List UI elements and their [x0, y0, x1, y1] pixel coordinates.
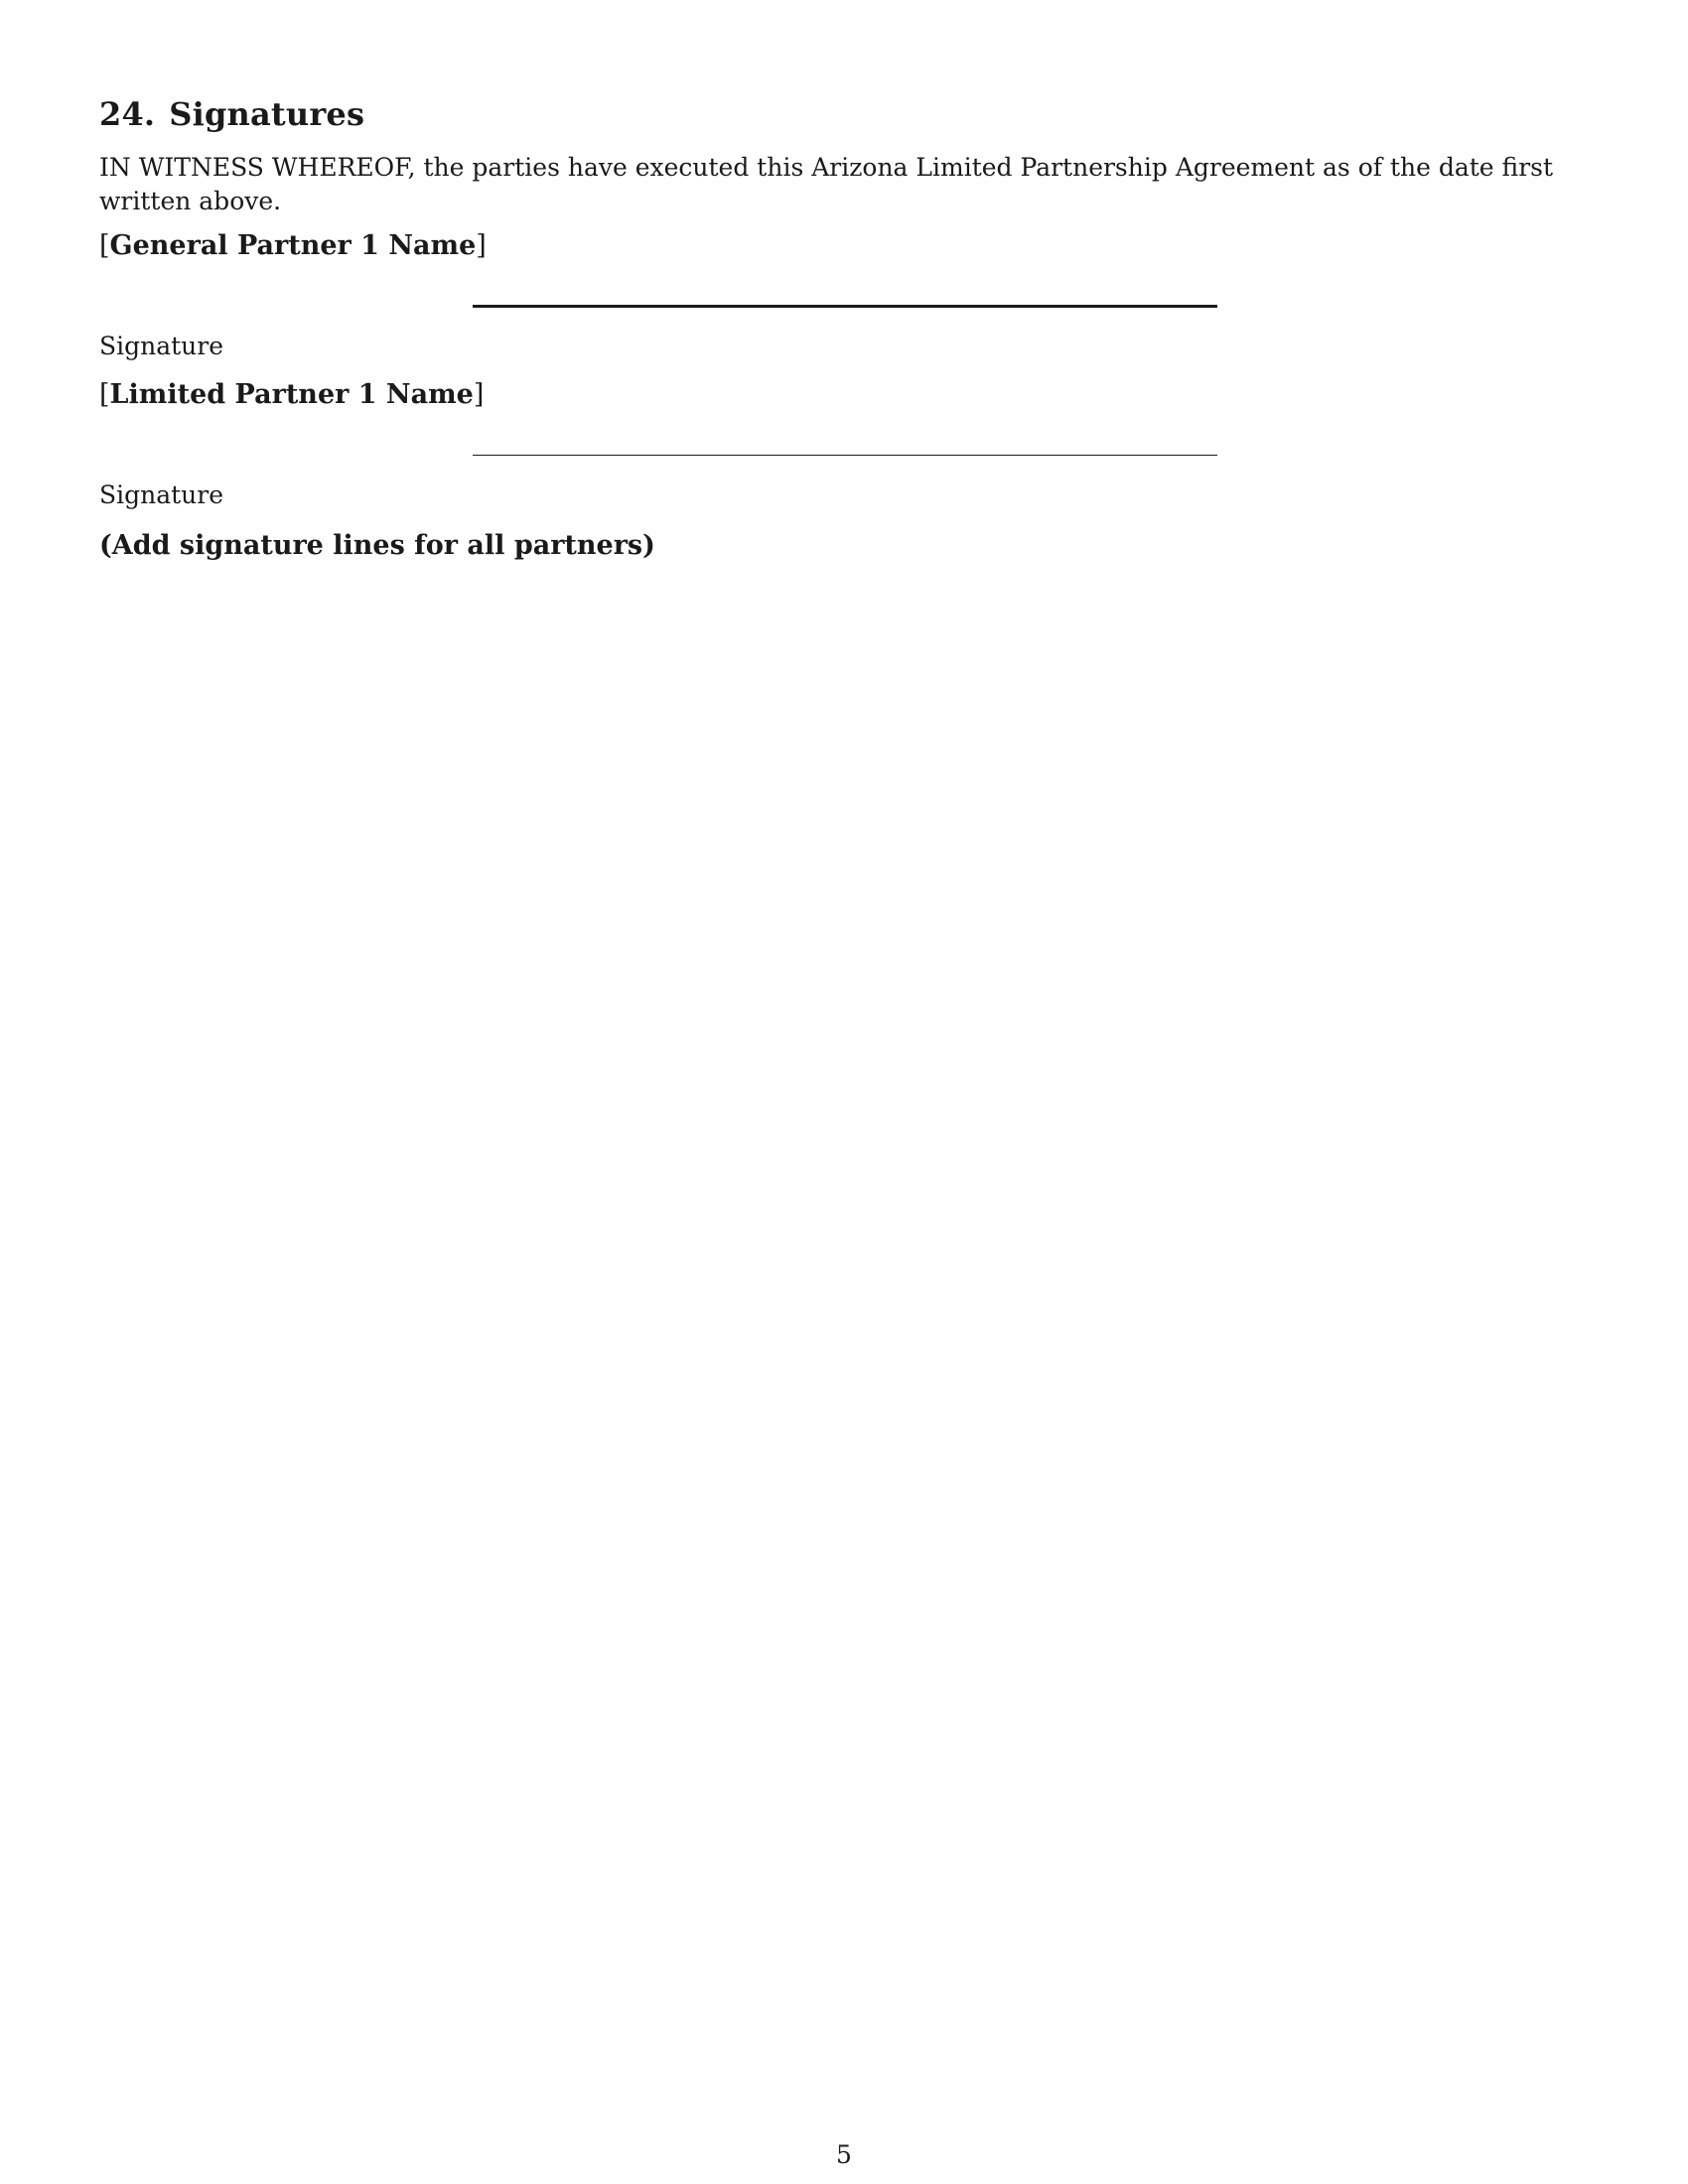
signature-note: (Add signature lines for all partners): [99, 530, 655, 561]
general-partner-name-text: General Partner 1 Name: [109, 230, 477, 261]
section-heading: [99, 95, 364, 133]
limited-partner-signature-line: [473, 455, 1217, 456]
section-title: Signatures: [169, 95, 365, 133]
limited-partner-name-text: Limited Partner 1 Name: [109, 379, 474, 410]
general-partner-signature-line: [473, 305, 1217, 308]
limited-partner-name: [Limited Partner 1 Name]: [99, 379, 485, 410]
general-partner-name: [General Partner 1 Name]: [99, 230, 487, 261]
intro-paragraph: IN WITNESS WHEREOF, the parties have executed this Arizona Limited Partnership Agreement as of the date first written above.: [99, 153, 1554, 215]
limited-partner-signature-label: Signature: [99, 480, 224, 509]
section-number: 24.: [99, 95, 156, 133]
general-partner-signature-label: Signature: [99, 332, 224, 360]
page-number: 5: [836, 2140, 852, 2169]
